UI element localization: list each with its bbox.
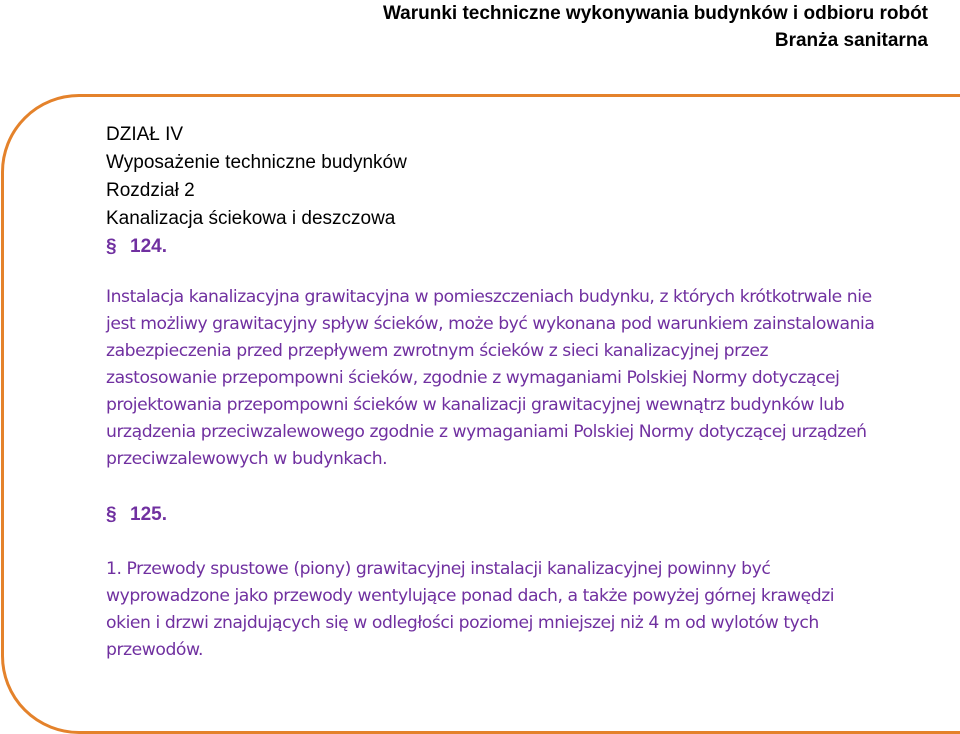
document-title: Warunki techniczne wykonywania budynków i odbioru robót	[382, 3, 928, 24]
division-label: DZIAŁ IV	[106, 124, 184, 145]
text-line: projektowania przepompowni ścieków w kanalizacji grawitacyjnej wewnątrz budynków lub	[106, 395, 845, 415]
document-subtitle: Branża sanitarna	[774, 30, 928, 51]
text-line: okien i drzwi znajdujących się w odległości poziomej mniejszej niż 4 m od wylotów tych	[106, 613, 819, 633]
paragraph-125-text	[106, 556, 834, 664]
division-title: Wyposażenie techniczne budynków	[106, 152, 407, 173]
text-line: 1. Przewody spustowe (piony) grawitacyjnej instalacji kanalizacyjnej powinny być	[106, 559, 771, 579]
chapter-label: Rozdział 2	[106, 180, 195, 201]
text-line: zabezpieczenia przed przepływem zwrotnym ścieków z sieci kanalizacyjnej przez	[106, 341, 769, 361]
text-line: wyprowadzone jako przewody wentylujące ponad dach, a także powyżej górnej krawędzi	[106, 586, 835, 606]
section-sign-icon: §	[106, 504, 117, 525]
text-line: urządzenia przeciwzalewowego zgodnie z wymaganiami Polskiej Normy dotyczącej urządzeń	[106, 422, 867, 442]
paragraph-124-text	[106, 284, 874, 473]
text-line: przeciwzalewowych w budynkach.	[106, 449, 388, 469]
text-line: Instalacja kanalizacyjna grawitacyjna w pomieszczeniach budynku, z których krótkotrwale nie	[106, 287, 872, 307]
section-sign-icon: §	[106, 236, 117, 257]
paragraph-124-heading	[106, 233, 407, 261]
text-line: jest możliwy grawitacyjny spływ ścieków, może być wykonana pod warunkiem zainstalowania	[106, 314, 875, 334]
text-line: przewodów.	[106, 640, 204, 660]
paragraph-number: 125.	[130, 504, 167, 525]
text-line: zastosowanie przepompowni ścieków, zgodnie z wymaganiami Polskiej Normy dotyczącej	[106, 368, 840, 388]
section-headings	[106, 121, 407, 261]
chapter-title: Kanalizacja ściekowa i deszczowa	[106, 208, 396, 229]
paragraph-125-heading	[106, 501, 167, 529]
document-header	[383, 0, 928, 54]
paragraph-number: 124.	[130, 236, 167, 257]
